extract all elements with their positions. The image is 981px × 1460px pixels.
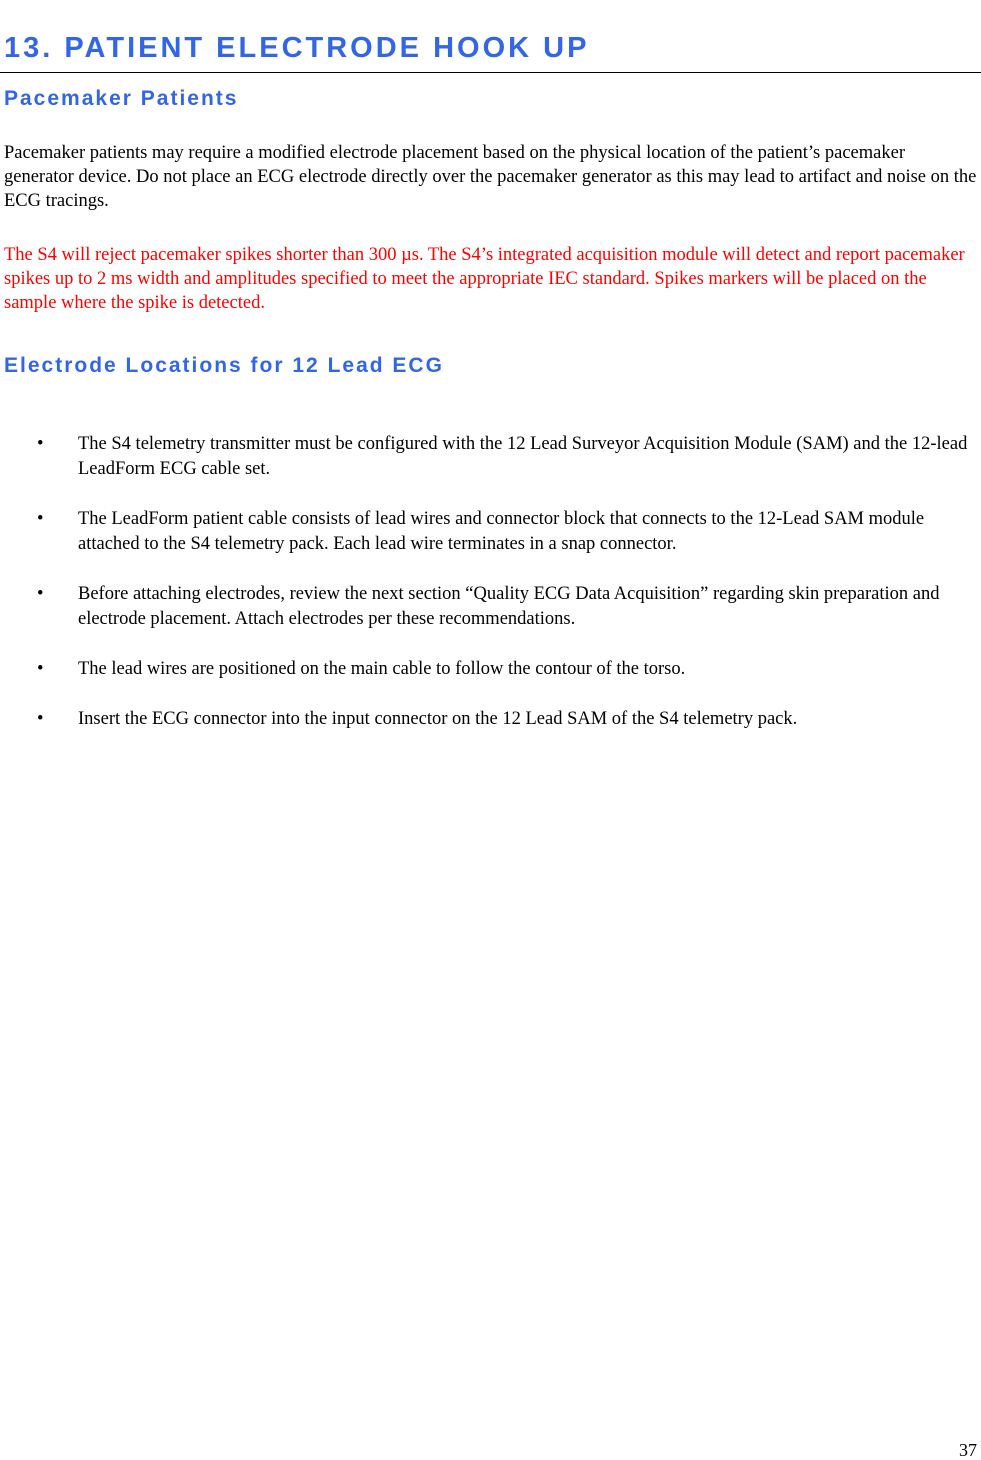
list-item-text: The LeadForm patient cable consists of lead wires and connector block that connects to the 12-Lead SAM module attached to the S4 telemetry pack. Each lead wire terminates in a snap connector. xyxy=(78,509,925,554)
list-item xyxy=(0,432,975,482)
list-item-text: Before attaching electrodes, review the next section “Quality ECG Data Acquisition” regarding skin preparation and electrode placement. Attach electrodes per these recommendations. xyxy=(78,584,940,629)
pacemaker-placement-paragraph: Pacemaker patients may require a modified electrode placement based on the physical location of the patient’s pacemaker generator device. Do not place an ECG electrode directly over the pacemaker generator as this may lead to artifact and noise on the ECG tracings. xyxy=(4,143,977,211)
pacemaker-spike-warning-paragraph: The S4 will reject pacemaker spikes shorter than 300 µs. The S4’s integrated acquisition module will detect and report pacemaker spikes up to 2 ms width and amplitudes specified to meet the appropriate IEC standard. Spikes markers will be placed on the sample where the spike is detected. xyxy=(4,245,965,313)
list-item xyxy=(0,507,975,557)
page-number: 37 xyxy=(959,1440,977,1460)
section-heading-electrode-locations: Electrode Locations for 12 Lead ECG xyxy=(4,354,444,377)
bullet-icon: • xyxy=(37,584,44,604)
bullet-icon: • xyxy=(37,509,44,529)
list-item-text: Insert the ECG connector into the input connector on the 12 Lead SAM of the S4 telemetry pack. xyxy=(78,709,798,729)
list-item-text: The S4 telemetry transmitter must be configured with the 12 Lead Surveyor Acquisition Module (SAM) and the 12-lead LeadForm ECG cable set. xyxy=(78,434,968,479)
title-divider xyxy=(0,72,981,73)
bullet-icon: • xyxy=(37,434,44,454)
section-heading-pacemaker-patients: Pacemaker Patients xyxy=(4,87,239,110)
list-item xyxy=(0,707,975,732)
electrode-instructions-list xyxy=(0,432,975,757)
list-item xyxy=(0,582,975,632)
bullet-icon: • xyxy=(37,659,44,679)
list-item xyxy=(0,657,975,682)
bullet-icon: • xyxy=(37,709,44,729)
page-title: 13. PATIENT ELECTRODE HOOK UP xyxy=(4,32,590,64)
list-item-text: The lead wires are positioned on the main cable to follow the contour of the torso. xyxy=(78,659,686,679)
